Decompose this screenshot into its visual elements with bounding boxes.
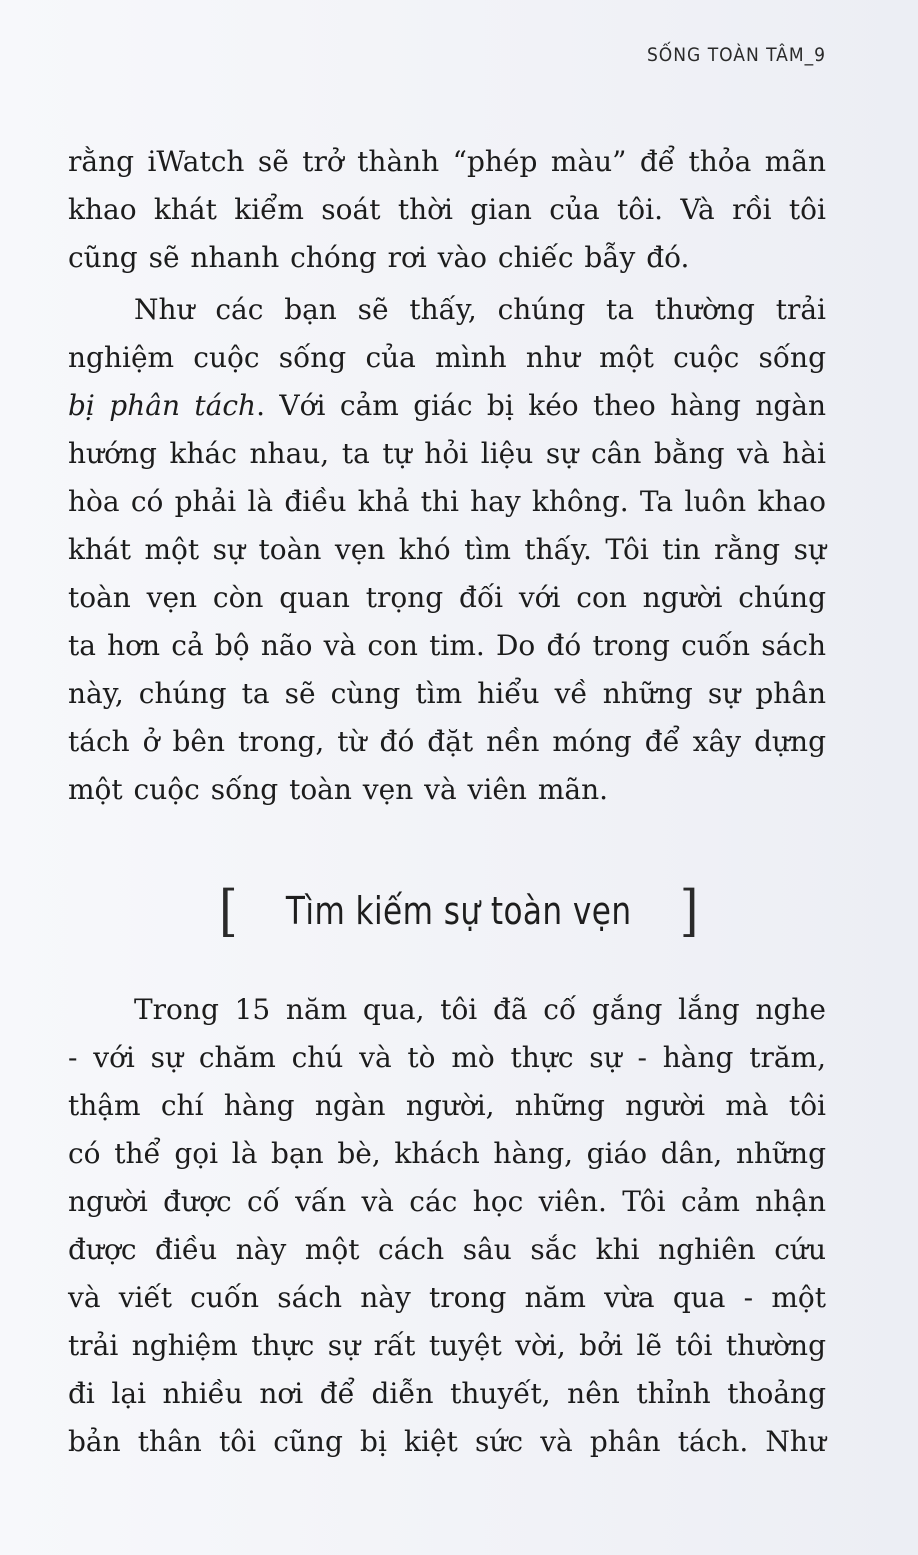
italic-term: bị phân tách	[68, 389, 257, 422]
text-line: rằng iWatch sẽ trở thành “phép màu” để thỏa mãn	[68, 145, 826, 178]
text-line: khao khát kiểm soát thời gian của tôi. Và rồi tôi	[68, 193, 826, 226]
section-title: Tìm kiếm sự toàn vẹn	[286, 888, 632, 933]
text-line: thậm chí hàng ngàn người, những người mà tôi	[68, 1089, 826, 1122]
text-line: - với sự chăm chú và tò mò thực sự - hàng trăm,	[68, 1041, 826, 1074]
text-line: và viết cuốn sách này trong năm vừa qua - một	[68, 1281, 826, 1314]
text-span: . Với cảm giác bị kéo theo hàng ngàn	[256, 389, 827, 422]
text-line: hướng khác nhau, ta tự hỏi liệu sự cân bằng và hài	[68, 437, 826, 470]
text-line: cũng sẽ nhanh chóng rơi vào chiếc bẫy đó.	[68, 241, 690, 274]
text-line: Như các bạn sẽ thấy, chúng ta thường trải	[134, 293, 826, 326]
text-line: Trong 15 năm qua, tôi đã cố gắng lắng nghe	[134, 993, 826, 1026]
text-line	[68, 382, 826, 430]
text-line: người được cố vấn và các học viên. Tôi cảm nhận	[68, 1185, 826, 1218]
text-line: ta hơn cả bộ não và con tim. Do đó trong cuốn sách	[68, 629, 826, 662]
text-line: bản thân tôi cũng bị kiệt sức và phân tách. Như	[68, 1425, 826, 1458]
text-line: tách ở bên trong, từ đó đặt nền móng để xây dựng	[68, 725, 826, 758]
text-line: này, chúng ta sẽ cùng tìm hiểu về những sự phân	[68, 677, 826, 710]
text-line: khát một sự toàn vẹn khó tìm thấy. Tôi tin rằng sự	[68, 533, 826, 566]
text-line: một cuộc sống toàn vẹn và viên mãn.	[68, 773, 608, 806]
text-line: đi lại nhiều nơi để diễn thuyết, nên thỉnh thoảng	[68, 1377, 826, 1410]
paragraph-divided-life	[68, 286, 826, 814]
text-line: trải nghiệm thực sự rất tuyệt vời, bởi lẽ tôi thường	[68, 1329, 826, 1362]
paragraph-continuation	[68, 138, 826, 282]
text-line: toàn vẹn còn quan trọng đối với con người chúng	[68, 581, 826, 614]
running-header: SỐNG TOÀN TÂM_9	[646, 44, 826, 66]
section-heading	[0, 878, 918, 941]
right-bracket-ornament: ]	[679, 878, 699, 943]
text-line: hòa có phải là điều khả thi hay không. Ta luôn khao	[68, 485, 826, 518]
paragraph-fifteen-years	[68, 986, 826, 1466]
text-line: được điều này một cách sâu sắc khi nghiên cứu	[68, 1233, 826, 1266]
text-line: nghiệm cuộc sống của mình như một cuộc sống	[68, 341, 826, 374]
left-bracket-ornament: [	[219, 878, 239, 943]
text-line: có thể gọi là bạn bè, khách hàng, giáo dân, những	[68, 1137, 826, 1170]
